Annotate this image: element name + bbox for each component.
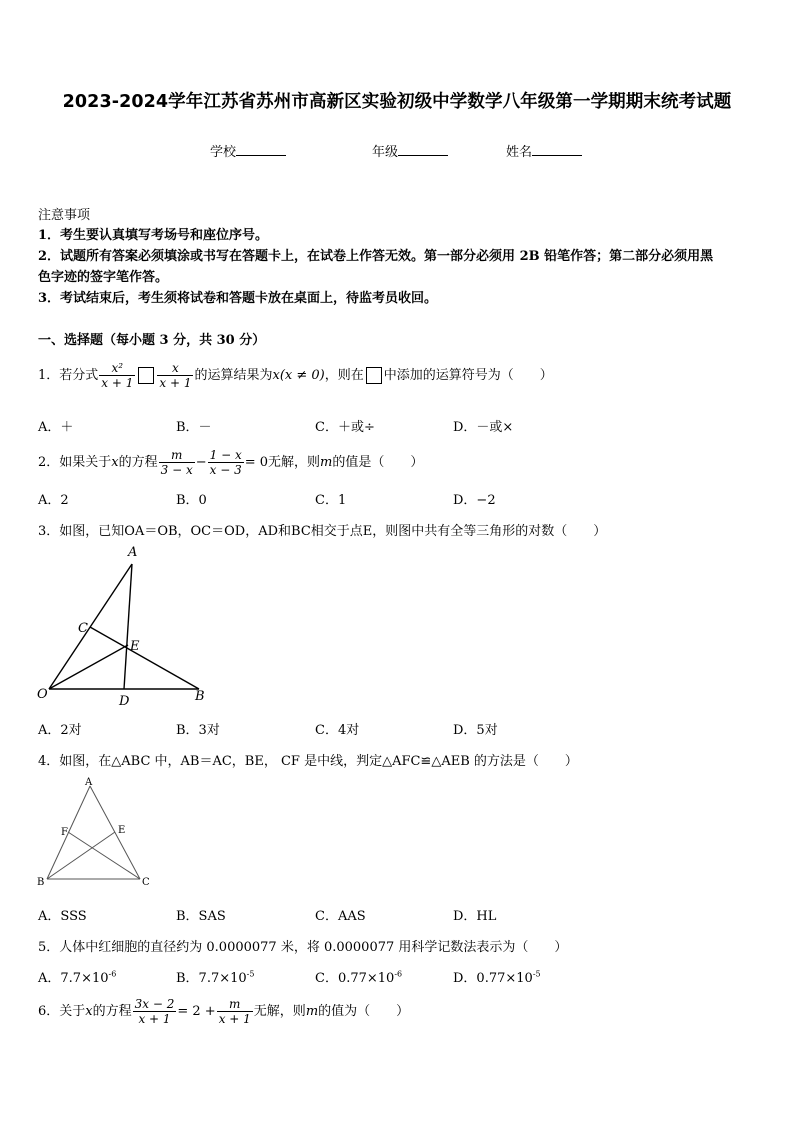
q5-c-base: C．0.77×10	[315, 971, 395, 986]
section-heading: 一、选择题（每小题 3 分，共 30 分）	[38, 333, 266, 348]
q2-option-d[interactable]: D．−2	[453, 493, 496, 508]
q6-fraction-1	[133, 997, 177, 1026]
q6-fraction-2	[217, 997, 253, 1026]
q1-f1-num: x²	[99, 361, 135, 376]
q6-suffix: 无解，则	[253, 1004, 306, 1019]
q2-eq: = 0	[244, 455, 269, 470]
q5-a-exp: -6	[108, 969, 117, 979]
q1-mid: 的运算结果为	[194, 368, 273, 383]
q6-f2-num: m	[217, 997, 253, 1012]
q5-b-exp: -5	[246, 969, 255, 979]
q3-figure	[34, 544, 214, 710]
question-1	[38, 356, 553, 396]
q2-var-m: m	[320, 455, 333, 470]
notice-2-cont: 色字迹的签字笔作答。	[38, 270, 169, 285]
q1-fraction-2	[157, 361, 193, 390]
q1-option-a[interactable]: A．＋	[38, 420, 74, 435]
line-ad	[124, 564, 132, 689]
q2-option-b[interactable]: B．0	[176, 493, 207, 508]
label-e: E	[118, 825, 126, 836]
grade-field	[372, 141, 448, 160]
q2-option-a[interactable]: A．2	[38, 493, 69, 508]
q5-option-c[interactable]	[315, 967, 402, 986]
q6-suffix2: 的值为（ ）	[318, 1004, 410, 1019]
q1-f2-den: x + 1	[159, 376, 192, 390]
q3-option-c[interactable]: C．4对	[315, 723, 360, 738]
q4-option-a[interactable]: A．SSS	[38, 909, 87, 924]
q1-mid2: ，则在	[324, 368, 364, 383]
q6-mid: 的方程	[92, 1004, 132, 1019]
label-c: C	[78, 621, 88, 636]
q1-option-d[interactable]: D．－或×	[453, 420, 514, 435]
q5-b-base: B．7.7×10	[176, 971, 247, 986]
q2-option-c[interactable]: C．1	[315, 493, 347, 508]
q2-minus: −	[195, 455, 207, 470]
label-a: A	[85, 777, 93, 788]
school-field	[210, 141, 286, 160]
q4-option-d[interactable]: D．HL	[453, 909, 497, 924]
q2-f2-num: 1 − x	[209, 448, 242, 462]
q3-option-b[interactable]: B．3对	[176, 723, 220, 738]
q2-suffix: 无解，则	[268, 455, 321, 470]
q2-f1-num: m	[159, 448, 195, 463]
label-c: C	[142, 877, 150, 888]
q4-option-c[interactable]: C．AAS	[315, 909, 366, 924]
school-blank[interactable]	[236, 142, 286, 156]
line-oe	[49, 645, 128, 689]
operator-box-ref	[366, 367, 382, 384]
notice-1: 1．考生要认真填写考场号和座位序号。	[38, 228, 269, 243]
q6-f1-num: 3x − 2	[134, 997, 175, 1011]
q1-fraction-1	[99, 361, 135, 390]
line-cb	[90, 627, 199, 689]
question-4: 4．如图，在△ABC 中，AB＝AC，BE， CF 是中线，判定△AFC≌△AEB 的方法是（ ）	[38, 754, 578, 769]
q1-suffix: 中添加的运算符号为（ ）	[383, 368, 553, 383]
notice-2: 2．试题所有答案必须填涂或书写在答题卡上，在试卷上作答无效。第一部分必须用 2B 铅笔作答；第二部分必须用黑	[38, 249, 714, 264]
q2-fraction-1	[159, 448, 195, 477]
operator-box	[138, 367, 154, 384]
q1-option-b[interactable]: B．－	[176, 420, 212, 435]
q6-prefix: 6．关于	[38, 1004, 86, 1019]
name-blank[interactable]	[532, 142, 582, 156]
label-b: B	[37, 877, 45, 888]
q3-option-d[interactable]: D．5对	[453, 723, 498, 738]
notice-3: 3．考试结束后，考生须将试卷和答题卡放在桌面上，待监考员收回。	[38, 291, 438, 306]
q5-option-d[interactable]	[453, 967, 541, 986]
q4-option-b[interactable]: B．SAS	[176, 909, 226, 924]
q6-f1-den: x + 1	[138, 1012, 171, 1026]
grade-blank[interactable]	[398, 142, 448, 156]
question-5: 5．人体中红细胞的直径约为 0.0000077 米，将 0.0000077 用科学记数法表示为（ ）	[38, 940, 568, 955]
question-6	[38, 992, 409, 1032]
question-3: 3．如图，已知OA＝OB，OC＝OD，AD和BC相交于点E，则图中共有全等三角形的对数（ ）	[38, 524, 607, 539]
q5-option-b[interactable]	[176, 967, 254, 986]
q1-f1-den: x + 1	[101, 376, 134, 390]
q1-f2-num: x	[157, 361, 193, 376]
name-label: 姓名	[506, 145, 533, 160]
label-o: O	[37, 687, 48, 702]
q2-f2-den: x − 3	[209, 463, 242, 477]
school-label: 学校	[210, 145, 237, 160]
q6-var-m: m	[305, 1004, 319, 1019]
notice-title: 注意事项	[38, 208, 91, 223]
q1-result: x(x ≠ 0)	[272, 368, 325, 383]
page-title: 2023-2024学年江苏省苏州市高新区实验初级中学数学八年级第一学期期末统考试题	[62, 92, 732, 112]
q1-option-c[interactable]: C．＋或÷	[315, 420, 375, 435]
q3-option-a[interactable]: A．2对	[38, 723, 82, 738]
q5-d-exp: -5	[532, 969, 541, 979]
label-f: F	[61, 827, 68, 838]
q4-figure	[34, 774, 159, 890]
q2-fraction-2	[208, 448, 244, 477]
q5-c-exp: -6	[394, 969, 403, 979]
q6-f2-den: x + 1	[218, 1012, 251, 1026]
q5-d-base: D．0.77×10	[453, 971, 533, 986]
q6-eq: = 2 +	[177, 1004, 216, 1019]
name-field	[506, 141, 582, 160]
q2-mid: 的方程	[118, 455, 158, 470]
question-2	[38, 443, 423, 483]
q2-f1-den: 3 − x	[160, 463, 193, 477]
q6-var-x: x	[85, 1004, 93, 1019]
q5-a-base: A．7.7×10	[38, 971, 109, 986]
q2-prefix: 2．如果关于	[38, 455, 112, 470]
label-e: E	[130, 639, 140, 654]
q2-var-x: x	[111, 455, 119, 470]
q5-option-a[interactable]	[38, 967, 116, 986]
label-b: B	[195, 689, 205, 704]
label-a: A	[128, 545, 138, 560]
q2-suffix2: 的值是（ ）	[332, 455, 424, 470]
q1-prefix: 1．若分式	[38, 368, 99, 383]
grade-label: 年级	[372, 145, 399, 160]
label-d: D	[119, 694, 130, 709]
